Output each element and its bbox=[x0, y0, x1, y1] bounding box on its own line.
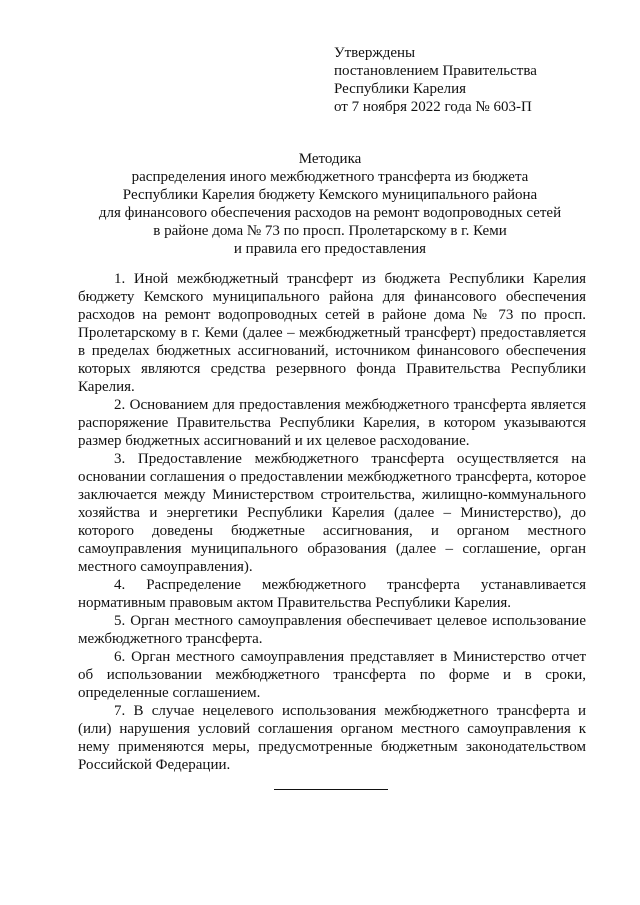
paragraph-4: 4. Распределение межбюджетного трансферта устанавливается нормативным правовым актом Правительства Республики Карелия. bbox=[78, 577, 586, 611]
paragraph-7: 7. В случае нецелевого использования межбюджетного трансферта и (или) нарушения условий соглашения органом местного самоуправления к нему применяются меры, предусмотренные бюджетным законодательством Российской Федерации. bbox=[78, 703, 586, 773]
approval-line: Утверждены bbox=[334, 45, 416, 61]
document-body bbox=[78, 270, 586, 774]
closing-rule bbox=[274, 789, 388, 790]
approval-line: от 7 ноября 2022 года № 603-П bbox=[334, 99, 532, 115]
title-line: распределения иного межбюджетного трансферта из бюджета bbox=[131, 169, 529, 185]
title-line: в районе дома № 73 по просп. Пролетарскому в г. Кеми bbox=[153, 223, 507, 239]
approval-line: постановлением Правительства bbox=[334, 63, 537, 79]
title-line: для финансового обеспечения расходов на ремонт водопроводных сетей bbox=[98, 205, 562, 221]
title-line: Методика bbox=[298, 151, 362, 167]
paragraph-2: 2. Основанием для предоставления межбюджетного трансферта является распоряжение Правительства Республики Карелия, в котором указываются размер бюджетных ассигнований и их целевое расходование. bbox=[78, 397, 586, 449]
title-line: и правила его предоставления bbox=[233, 241, 427, 257]
paragraph-1: 1. Иной межбюджетный трансферт из бюджета Республики Карелия бюджету Кемского муниципального района для финансового обеспечения расходов на ремонт водопроводных сетей в районе дома № 73 по просп. Пролетарскому в г. Кеми (далее – межбюджетный трансферт) предоставляется в пределах бюджетных ассигнований, источником финансового обеспечения которых являются средства резервного фонда Правительства Республики Карелия. bbox=[78, 271, 586, 395]
document-title bbox=[40, 150, 620, 258]
paragraph-6: 6. Орган местного самоуправления представляет в Министерство отчет об использовании межбюджетного трансферта по форме и в сроки, определенные соглашением. bbox=[78, 649, 586, 701]
paragraph-5: 5. Орган местного самоуправления обеспечивает целевое использование межбюджетного трансферта. bbox=[78, 613, 586, 647]
title-line: Республики Карелия бюджету Кемского муниципального района bbox=[122, 187, 538, 203]
approval-stamp bbox=[334, 44, 624, 116]
approval-line: Республики Карелия bbox=[334, 81, 467, 97]
paragraph-3: 3. Предоставление межбюджетного трансферта осуществляется на основании соглашения о предоставлении межбюджетного трансферта, которое заключается между Министерством строительства, жилищно-коммунального хозяйства и энергетики Республики Карелия (далее – Министерство), до которого доведены бюджетные ассигнования, и органом местного самоуправления муниципального образования (далее – соглашение, орган местного самоуправления). bbox=[78, 451, 586, 575]
